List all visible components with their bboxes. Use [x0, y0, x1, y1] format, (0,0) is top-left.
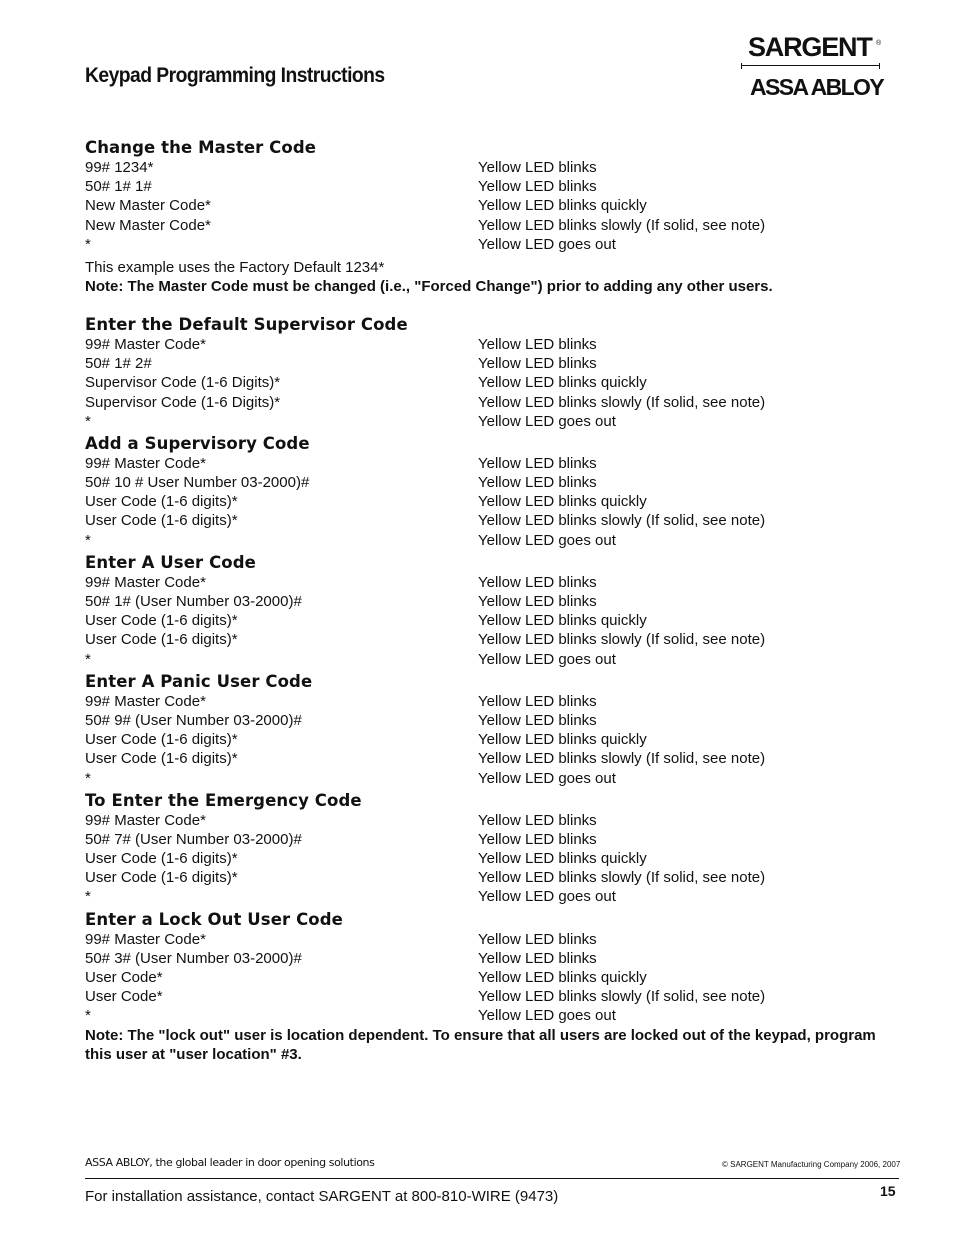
led-result: Yellow LED blinks [478, 949, 597, 967]
section-heading: Enter the Default Supervisor Code [85, 314, 408, 334]
led-result: Yellow LED goes out [478, 235, 616, 253]
instruction-row [85, 511, 885, 530]
instruction-row [85, 692, 885, 711]
led-result: Yellow LED blinks [478, 692, 597, 710]
led-result: Yellow LED blinks [478, 711, 597, 729]
keypad-step: * [85, 650, 91, 668]
led-result: Yellow LED blinks [478, 178, 597, 196]
instruction-row [85, 531, 885, 550]
instruction-row [85, 830, 885, 849]
keypad-step: User Code (1-6 digits)* [85, 512, 238, 530]
keypad-step: * [85, 1007, 91, 1025]
instruction-row [85, 373, 885, 392]
logo-divider-tick-left [741, 63, 742, 69]
led-result: Yellow LED blinks slowly (If solid, see note) [478, 869, 766, 887]
logo-divider-tick-right [879, 63, 880, 69]
led-result: Yellow LED blinks slowly (If solid, see note) [478, 631, 766, 649]
keypad-step: New Master Code* [85, 197, 211, 215]
led-result: Yellow LED blinks [478, 593, 597, 610]
instruction-row [85, 393, 885, 412]
led-result: Yellow LED goes out [478, 769, 616, 787]
logo-sargent-wordmark: SARGENT [748, 32, 872, 62]
led-result: Yellow LED blinks quickly [478, 731, 647, 749]
keypad-step: * [85, 769, 91, 787]
page-number: 15 [880, 1183, 896, 1199]
instruction-row [85, 630, 885, 649]
section-enter-a-lock-out-user-code [85, 909, 885, 1065]
keypad-step: User Code (1-6 digits)* [85, 731, 238, 749]
led-result: Yellow LED goes out [478, 531, 616, 549]
led-result: Yellow LED blinks [478, 573, 597, 591]
instruction-row [85, 473, 885, 492]
page-title: Keypad Programming Instructions [85, 64, 385, 87]
instruction-row [85, 987, 885, 1006]
led-result: Yellow LED blinks quickly [478, 612, 647, 630]
instruction-row [85, 811, 885, 830]
instruction-row [85, 454, 885, 473]
instruction-row [85, 335, 885, 354]
led-result: Yellow LED blinks slowly (If solid, see note) [478, 750, 766, 768]
instruction-row [85, 749, 885, 768]
instruction-row [85, 650, 885, 669]
led-result: Yellow LED blinks quickly [478, 374, 647, 392]
keypad-step: Supervisor Code (1-6 Digits)* [85, 393, 281, 411]
keypad-step: 99# Master Code* [85, 692, 206, 710]
section-heading: To Enter the Emergency Code [85, 790, 362, 810]
keypad-step: 50# 3# (User Number 03-2000)# [85, 949, 302, 967]
instruction-row [85, 354, 885, 373]
instruction-row [85, 1006, 885, 1025]
led-result: Yellow LED blinks [478, 355, 597, 373]
led-result: Yellow LED blinks slowly (If solid, see note) [478, 512, 766, 530]
led-result: Yellow LED blinks [478, 930, 597, 948]
keypad-step: User Code (1-6 digits)* [85, 869, 238, 887]
keypad-step: * [85, 412, 91, 430]
keypad-step: 50# 1# 1# [85, 178, 152, 196]
instructions-content [85, 137, 885, 1065]
instruction-row [85, 968, 885, 987]
keypad-step: 50# 7# (User Number 03-2000)# [85, 830, 302, 848]
keypad-step: 99# 1234* [85, 159, 154, 176]
instruction-row [85, 158, 885, 177]
section-note: This example uses the Factory Default 1234* [85, 258, 385, 276]
led-result: Yellow LED blinks slowly (If solid, see note) [478, 216, 766, 234]
logo-assa-abloy-wordmark: ASSA ABLOY [750, 74, 884, 100]
led-result: Yellow LED blinks [478, 830, 597, 848]
keypad-step: Supervisor Code (1-6 Digits)* [85, 374, 281, 392]
led-result: Yellow LED blinks [478, 811, 597, 829]
led-result: Yellow LED blinks slowly (If solid, see note) [478, 393, 766, 411]
instruction-row [85, 573, 885, 592]
led-result: Yellow LED blinks quickly [478, 850, 647, 868]
sargent-assa-abloy-logo [740, 30, 890, 102]
section-to-enter-the-emergency-code [85, 790, 885, 907]
led-result: Yellow LED goes out [478, 1007, 616, 1025]
instruction-row [85, 730, 885, 749]
keypad-step: 50# 1# (User Number 03-2000)# [85, 593, 302, 610]
section-add-a-supervisory-code [85, 433, 885, 550]
keypad-step: User Code (1-6 digits)* [85, 750, 238, 768]
led-result: Yellow LED blinks [478, 159, 597, 176]
footer-divider [85, 1178, 899, 1179]
keypad-step: User Code (1-6 digits)* [85, 631, 238, 649]
instruction-row [85, 930, 885, 949]
instruction-row [85, 216, 885, 235]
instruction-row [85, 592, 885, 611]
instruction-row [85, 849, 885, 868]
footer-contact: For installation assistance, contact SARGENT at 800-810-WIRE (9473) [85, 1188, 559, 1205]
instruction-row [85, 868, 885, 887]
logo-divider [742, 65, 880, 66]
led-result: Yellow LED blinks [478, 454, 597, 472]
footer-tagline: ASSA ABLOY, the global leader in door opening solutions [85, 1156, 375, 1169]
section-enter-a-panic-user-code [85, 671, 885, 788]
keypad-step: User Code (1-6 digits)* [85, 612, 238, 630]
led-result: Yellow LED goes out [478, 412, 616, 430]
section-heading: Enter A User Code [85, 552, 256, 572]
section-heading: Enter a Lock Out User Code [85, 909, 343, 929]
instruction-row [85, 177, 885, 196]
keypad-step: 99# Master Code* [85, 335, 206, 353]
instruction-row [85, 887, 885, 906]
led-result: Yellow LED goes out [478, 650, 616, 668]
led-result: Yellow LED blinks quickly [478, 197, 647, 215]
keypad-step: User Code* [85, 969, 163, 986]
section-spacer [85, 297, 885, 314]
led-result: Yellow LED blinks [478, 335, 597, 353]
instruction-row [85, 196, 885, 215]
section-change-the-master-code [85, 137, 885, 297]
instruction-row [85, 235, 885, 254]
section-heading: Change the Master Code [85, 138, 317, 157]
section-important-note: Note: The "lock out" user is location dependent. To ensure that all users are locked out of the keypad, program this user at "user location" #3. [85, 1026, 876, 1064]
keypad-step: 99# Master Code* [85, 573, 206, 591]
section-enter-the-default-supervisor-code [85, 314, 885, 431]
instruction-row [85, 492, 885, 511]
keypad-step: 99# Master Code* [85, 930, 206, 948]
keypad-step: 50# 10 # User Number 03-2000)# [85, 474, 310, 492]
keypad-step: User Code (1-6 digits)* [85, 850, 238, 868]
keypad-step: * [85, 888, 91, 906]
section-important-note: Note: The Master Code must be changed (i.e., "Forced Change") prior to adding any other users. [85, 278, 773, 296]
led-result: Yellow LED blinks quickly [478, 969, 647, 986]
logo-registered-mark: ® [876, 40, 882, 47]
keypad-step: * [85, 235, 91, 253]
keypad-step: * [85, 531, 91, 549]
led-result: Yellow LED blinks slowly (If solid, see note) [478, 988, 766, 1006]
keypad-step: 99# Master Code* [85, 811, 206, 829]
section-heading: Add a Supervisory Code [85, 433, 310, 453]
instruction-row [85, 412, 885, 431]
instruction-row [85, 711, 885, 730]
footer-copyright: © SARGENT Manufacturing Company 2006, 2007 [722, 1160, 901, 1169]
keypad-step: User Code (1-6 digits)* [85, 493, 238, 511]
instruction-row [85, 769, 885, 788]
instruction-row [85, 949, 885, 968]
instruction-row [85, 611, 885, 630]
keypad-step: New Master Code* [85, 216, 211, 234]
keypad-step: User Code* [85, 988, 163, 1006]
section-heading: Enter A Panic User Code [85, 671, 313, 691]
led-result: Yellow LED blinks quickly [478, 493, 647, 511]
section-enter-a-user-code [85, 552, 885, 669]
keypad-step: 99# Master Code* [85, 454, 206, 472]
led-result: Yellow LED goes out [478, 888, 616, 906]
keypad-step: 50# 1# 2# [85, 355, 152, 373]
keypad-step: 50# 9# (User Number 03-2000)# [85, 711, 302, 729]
led-result: Yellow LED blinks [478, 474, 597, 492]
